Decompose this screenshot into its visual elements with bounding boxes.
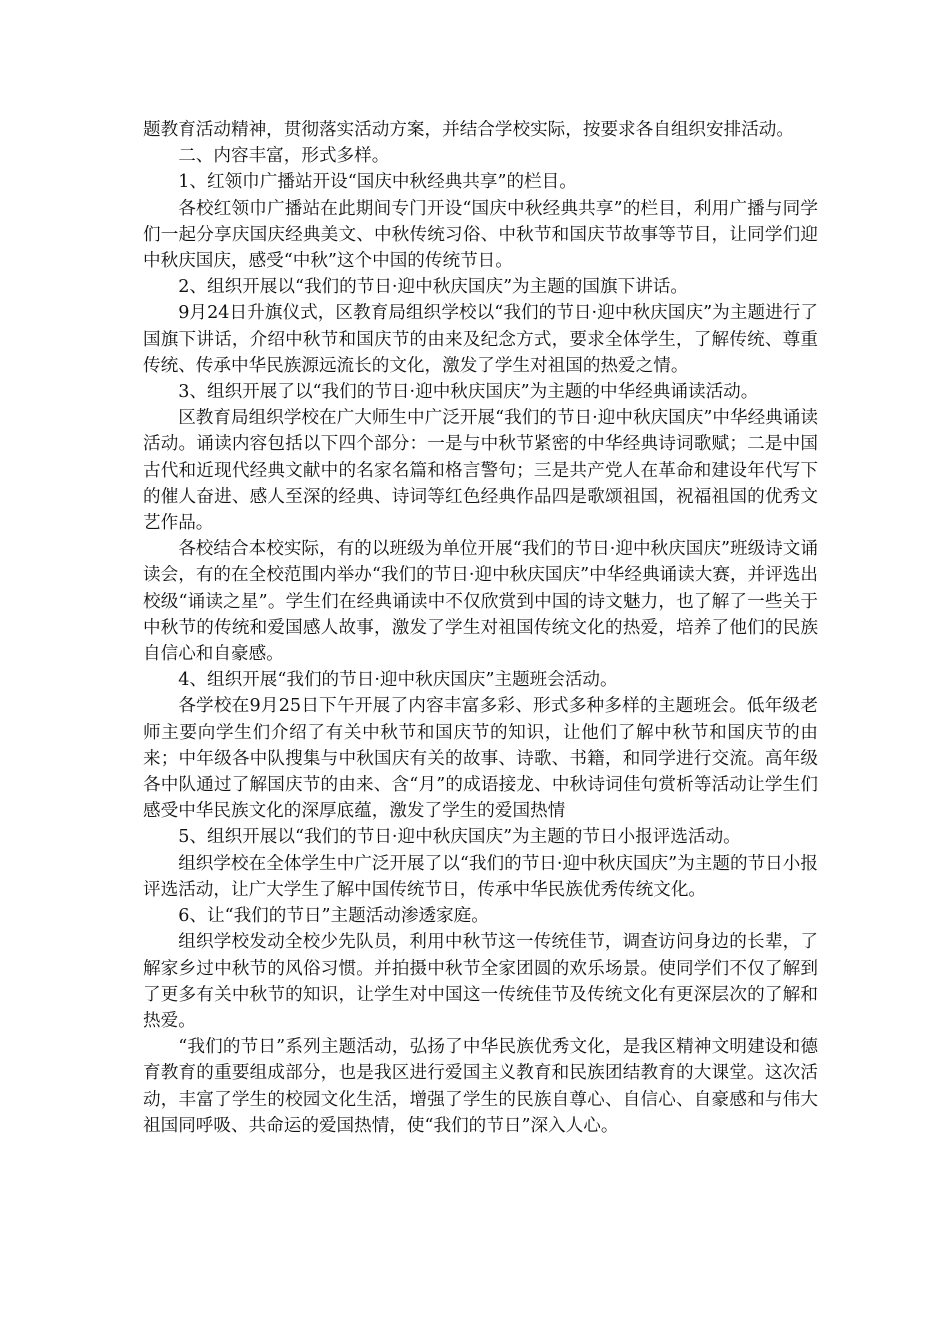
paragraph: 各校红领巾广播站在此期间专门开设“国庆中秋经典共享”的栏目，利用广播与同学们一起分享庆国庆经典美文、中秋传统习俗、中秋节和国庆节故事等节目，让同学们迎中秋庆国庆，感受“中秋”这个中国的传统节日。 bbox=[143, 198, 818, 272]
section-heading: 二、内容丰富，形式多样。 bbox=[178, 146, 390, 167]
paragraph: 9月24日升旗仪式，区教育局组织学校以“我们的节日·迎中秋庆国庆”为主题进行了国旗下讲话，介绍中秋节和国庆节的由来及纪念方式，要求全体学生，了解传统、尊重传统、传承中华民族源远流长的文化，激发了学生对祖国的热爱之情。 bbox=[143, 303, 818, 376]
document-page bbox=[143, 117, 818, 1139]
paragraph: 各校结合本校实际，有的以班级为单位开展“我们的节日·迎中秋庆国庆”班级诗文诵读会，有的在全校范围内举办“我们的节日·迎中秋庆国庆”中华经典诵读大赛，并评选出校级“诵读之星”。学生们在经典诵读中不仅欣赏到中国的诗文魅力，也了解了一些关于中秋节的传统和爱国感人故事，激发了学生对祖国传统文化的热爱，培养了他们的民族自信心和自豪感。 bbox=[143, 539, 818, 665]
item-heading: 3、组织开展了以“我们的节日·迎中秋庆国庆”为主题的中华经典诵读活动。 bbox=[178, 382, 759, 403]
paragraph: 各学校在9月25日下午开展了内容丰富多彩、形式多种多样的主题班会。低年级老师主要向学生们介绍了有关中秋节和国庆节的知识，让他们了解中秋节和国庆节的由来；中年级各中队搜集与中秋国庆有关的故事、诗歌、书籍，和同学进行交流。高年级各中队通过了解国庆节的由来、含“月”的成语接龙、中秋诗词佳句赏析等活动让学生们感受中华民族文化的深厚底蕴，激发了学生的爱国热情 bbox=[143, 696, 818, 822]
paragraph: 题教育活动精神，贯彻落实活动方案，并结合学校实际，按要求各自组织安排活动。 bbox=[143, 120, 794, 140]
item-heading: 2、组织开展以“我们的节日·迎中秋庆国庆”为主题的国旗下讲话。 bbox=[178, 277, 688, 298]
paragraph: 区教育局组织学校在广大师生中广泛开展“我们的节日·迎中秋庆国庆”中华经典诵读活动。诵读内容包括以下四个部分：一是与中秋节紧密的中华经典诗词歌赋；二是中国古代和近现代经典文献中的名家名篇和格言警句；三是共产党人在革命和建设年代写下的催人奋进、感人至深的经典、诗词等红色经典作品四是歌颂祖国，祝福祖国的优秀文艺作品。 bbox=[143, 408, 818, 534]
item-heading: 4、组织开展“我们的节日·迎中秋庆国庆”主题班会活动。 bbox=[178, 670, 618, 691]
item-heading: 6、让“我们的节日”主题活动渗透家庭。 bbox=[178, 906, 489, 927]
item-heading: 5、组织开展以“我们的节日·迎中秋庆国庆”为主题的节日小报评选活动。 bbox=[178, 827, 741, 848]
paragraph: 组织学校发动全校少先队员，利用中秋节这一传统佳节，调查访问身边的长辈，了解家乡过中秋节的风俗习惯。并拍摄中秋节全家团圆的欢乐场景。使同学们不仅了解到了更多有关中秋节的知识，让学生对中国这一传统佳节及传统文化有更深层次的了解和热爱。 bbox=[143, 932, 818, 1031]
paragraph: “我们的节日”系列主题活动，弘扬了中华民族优秀文化，是我区精神文明建设和德育教育的重要组成部分，也是我区进行爱国主义教育和民族团结教育的大课堂。这次活动，丰富了学生的校园文化生活，增强了学生的民族自尊心、自信心、自豪感和与伟大祖国同呼吸、共命运的爱国热情，使“我们的节日”深入人心。 bbox=[143, 1037, 818, 1136]
item-heading: 1、红领巾广播站开设“国庆中秋经典共享”的栏目。 bbox=[178, 172, 577, 193]
paragraph: 组织学校在全体学生中广泛开展了以“我们的节日·迎中秋庆国庆”为主题的节日小报评选活动，让广大学生了解中国传统节日，传承中华民族优秀传统文化。 bbox=[143, 853, 818, 900]
